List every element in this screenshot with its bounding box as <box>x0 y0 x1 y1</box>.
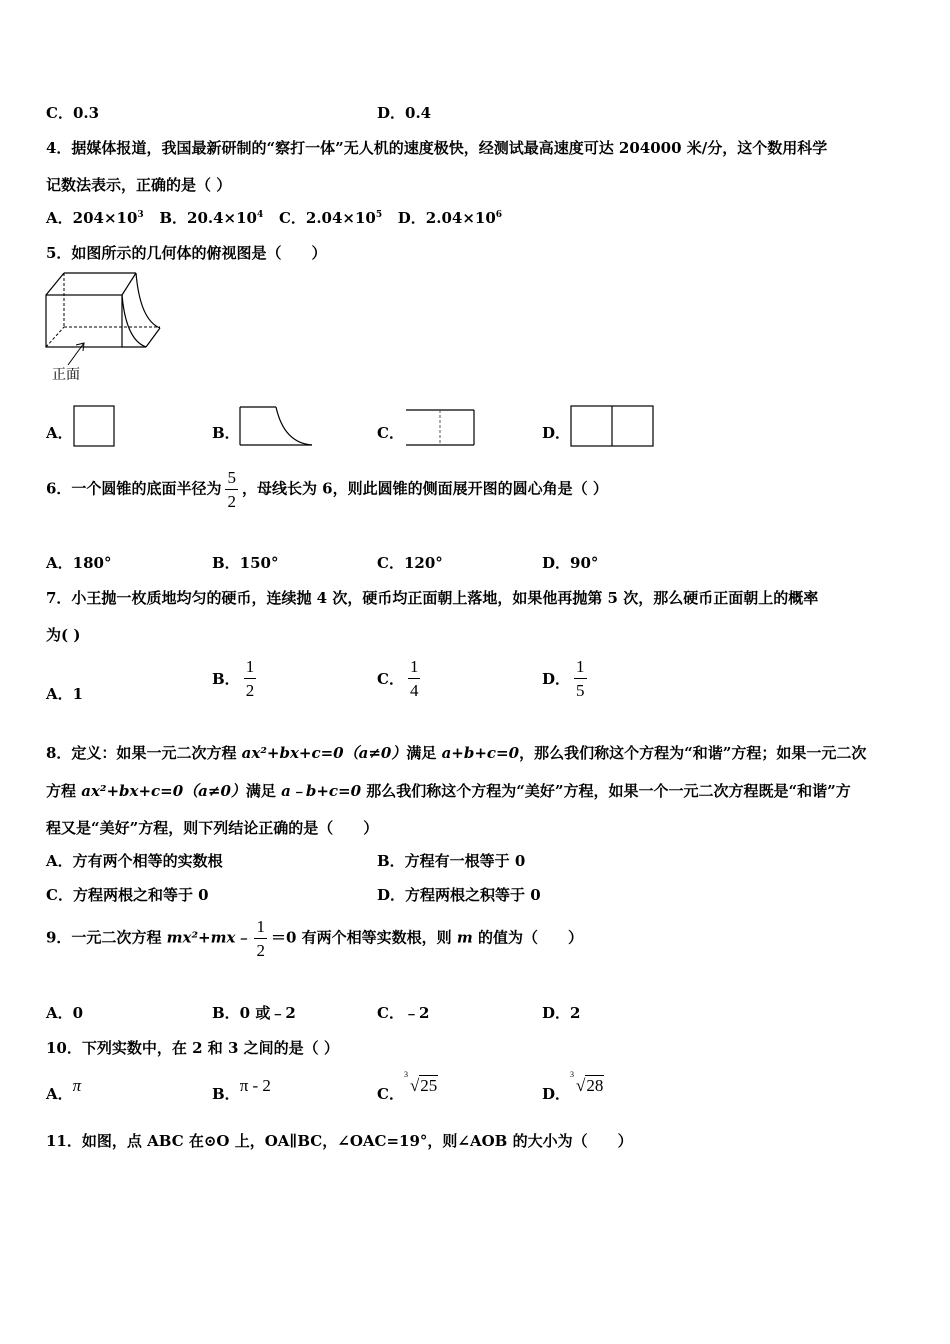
q6-option-b: B．150° <box>212 554 279 572</box>
q8-option-c: C．方程两根之和等于 0 <box>46 886 209 904</box>
q4-stem-line2: 记数法表示，正确的是（ ） <box>46 176 232 194</box>
q9-option-d: D．2 <box>542 1004 581 1022</box>
q4-option-c: C．$2.04\times 10^5$ <box>278 209 383 227</box>
q8-stem-line1: 8．定义：如果一元二次方程 ax²+bx+c=0（a≠0）满足 a+b+c=0，那么我们称这个方程为“和谐”方程；如果一元二次 <box>46 744 867 762</box>
q8-option-b: B．方程有一根等于 0 <box>377 852 526 870</box>
q8-stem-line2: 方程 ax²+bx+c=0（a≠0）满足 a﹣b+c=0 那么我们称这个方程为“美好”方程，如果一个一元二次方程既是“和谐”方 <box>46 782 851 800</box>
q9-stem: 9．一元二次方程 mx²+mx﹣ $\frac{1}{2}$ ＝0 有两个相等实数根，则 m 的值为（ ） <box>46 917 583 960</box>
q5-option-d: D． <box>542 424 571 442</box>
q4-option-a: A．$204\times 10^3$ <box>46 209 144 227</box>
q10-option-c: C． 3 √25 <box>377 1070 438 1103</box>
q9-option-b: B．0 或﹣2 <box>212 1004 296 1022</box>
q6-fraction: $\frac{5}{2}$ <box>227 468 236 511</box>
q5-option-a-figure <box>73 405 117 449</box>
q7-option-d: D． $\frac{1}{5}$ <box>542 657 585 700</box>
q4-option-d: D．$2.04\times 10^6$ <box>397 209 503 227</box>
q10-option-a: A．π <box>46 1076 82 1103</box>
q5-option-d-figure <box>570 405 656 449</box>
q5-stem: 5．如图所示的几何体的俯视图是（ ） <box>46 244 327 262</box>
q9-option-a: A．0 <box>46 1004 84 1022</box>
q8-option-d: D．方程两根之积等于 0 <box>377 886 541 904</box>
q7-stem-line1: 7．小王抛一枚质地均匀的硬币，连续抛 4 次，硬币均正面朝上落地，如果他再抛第 5 次，那么硬币正面朝上的概率 <box>46 589 819 607</box>
q3-option-d: D．0.4 <box>377 104 432 122</box>
q9-option-c: C．﹣2 <box>377 1004 430 1022</box>
q6-stem: 6．一个圆锥的底面半径为 $\frac{5}{2}$ ，母线长为 6，则此圆锥的侧面展开图的圆心角是（ ） <box>46 468 608 511</box>
q7-stem-line2: 为( ) <box>46 626 81 644</box>
q7-option-b: B． $\frac{1}{2}$ <box>212 657 255 700</box>
q5-figure-caption: 正面 <box>52 367 80 383</box>
q4-options <box>46 207 502 228</box>
q5-option-a: A． <box>46 424 73 442</box>
q10-option-d: D． 3 √28 <box>542 1070 604 1103</box>
q6-option-c: C．120° <box>377 554 443 572</box>
q8-option-a: A．方有两个相等的实数根 <box>46 852 223 870</box>
q4-stem-line1: 4．据媒体报道，我国最新研制的“察打一体”无人机的速度极快，经测试最高速度可达 204000 米/分，这个数用科学 <box>46 139 828 157</box>
q10-option-b: B．π - 2 <box>212 1076 271 1103</box>
q5-option-c: C． <box>377 424 404 442</box>
q6-option-a: A．180° <box>46 554 112 572</box>
q4-option-b: B．$20.4\times 10^4$ <box>159 209 264 227</box>
q3-option-c: C．0.3 <box>46 104 100 122</box>
q5-option-c-figure <box>404 408 478 448</box>
q5-option-b: B． <box>212 424 240 442</box>
q11-stem: 11．如图，点 ABC 在⊙O 上，OA∥BC，∠OAC=19°，则∠AOB 的大小为（ ） <box>46 1132 633 1150</box>
q7-option-a: A．1 <box>46 685 84 703</box>
q6-option-d: D．90° <box>542 554 599 572</box>
q5-option-b-figure <box>238 405 314 449</box>
q9-fraction: $\frac{1}{2}$ <box>256 917 265 960</box>
q8-stem-line3: 程又是“美好”方程，则下列结论正确的是（ ） <box>46 819 379 837</box>
q7-option-c: C． $\frac{1}{4}$ <box>377 657 419 700</box>
q10-stem: 10．下列实数中，在 2 和 3 之间的是（ ） <box>46 1039 339 1057</box>
